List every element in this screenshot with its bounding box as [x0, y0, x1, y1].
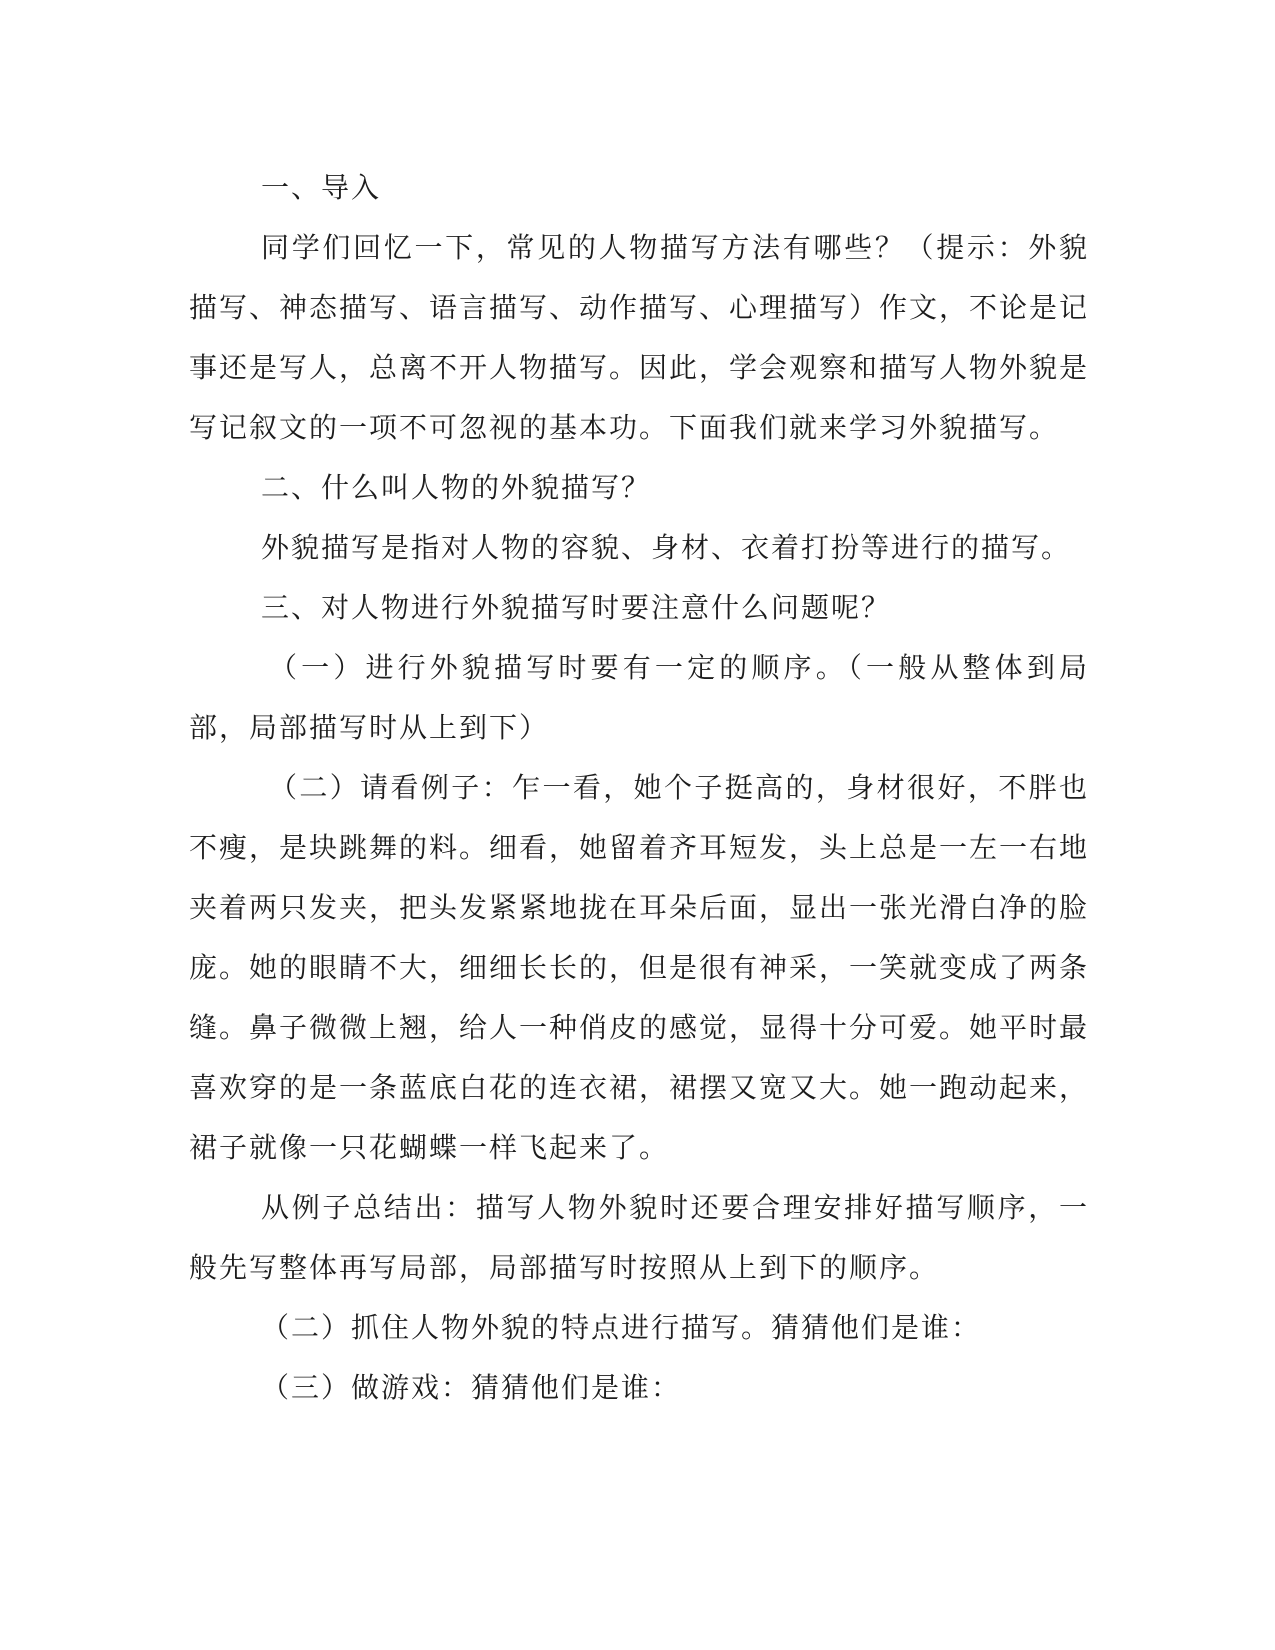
paragraph-definition: 外貌描写是指对人物的容貌、身材、衣着打扮等进行的描写。 — [261, 531, 1072, 564]
heading-points-to-note: 三、对人物进行外貌描写时要注意什么问题呢？ — [261, 591, 892, 624]
paragraph-summary: 从例子总结出：描写人物外貌时还要合理安排好描写顺序，一般先写整体再写局部，局部描写时按照从上到下的顺序。 — [189, 1191, 1089, 1284]
heading-introduction: 一、导入 — [261, 171, 382, 204]
heading-what-is-appearance: 二、什么叫人物的外貌描写？ — [261, 471, 652, 504]
paragraph-order-rule: （一）进行外貌描写时要有一定的顺序。（一般从整体到局部，局部描写时从上到下） — [189, 651, 1089, 744]
paragraph-features: （二）抓住人物外貌的特点进行描写。猜猜他们是谁： — [261, 1311, 982, 1344]
paragraph-game: （三）做游戏：猜猜他们是谁： — [261, 1371, 682, 1404]
paragraph-example: （二）请看例子：乍一看，她个子挺高的，身材很好，不胖也不瘦，是块跳舞的料。细看，她留着齐耳短发，头上总是一左一右地夹着两只发夹，把头发紧紧地拢在耳朵后面，显出一张光滑白净的脸庞。她的眼睛不大，细细长长的，但是很有神采，一笑就变成了两条缝。鼻子微微上翘，给人一种俏皮的感觉，显得十分可爱。她平时最喜欢穿的是一条蓝底白花的连衣裙，裙摆又宽又大。她一跑动起来，裙子就像一只花蝴蝶一样飞起来了。 — [189, 771, 1090, 1164]
document-body — [189, 158, 1089, 1418]
paragraph-recall-question: 同学们回忆一下，常见的人物描写方法有哪些？（提示：外貌描写、神态描写、语言描写、动作描写、心理描写）作文，不论是记事还是写人，总离不开人物描写。因此，学会观察和描写人物外貌是写记叙文的一项不可忽视的基本功。下面我们就来学习外貌描写。 — [189, 231, 1090, 444]
